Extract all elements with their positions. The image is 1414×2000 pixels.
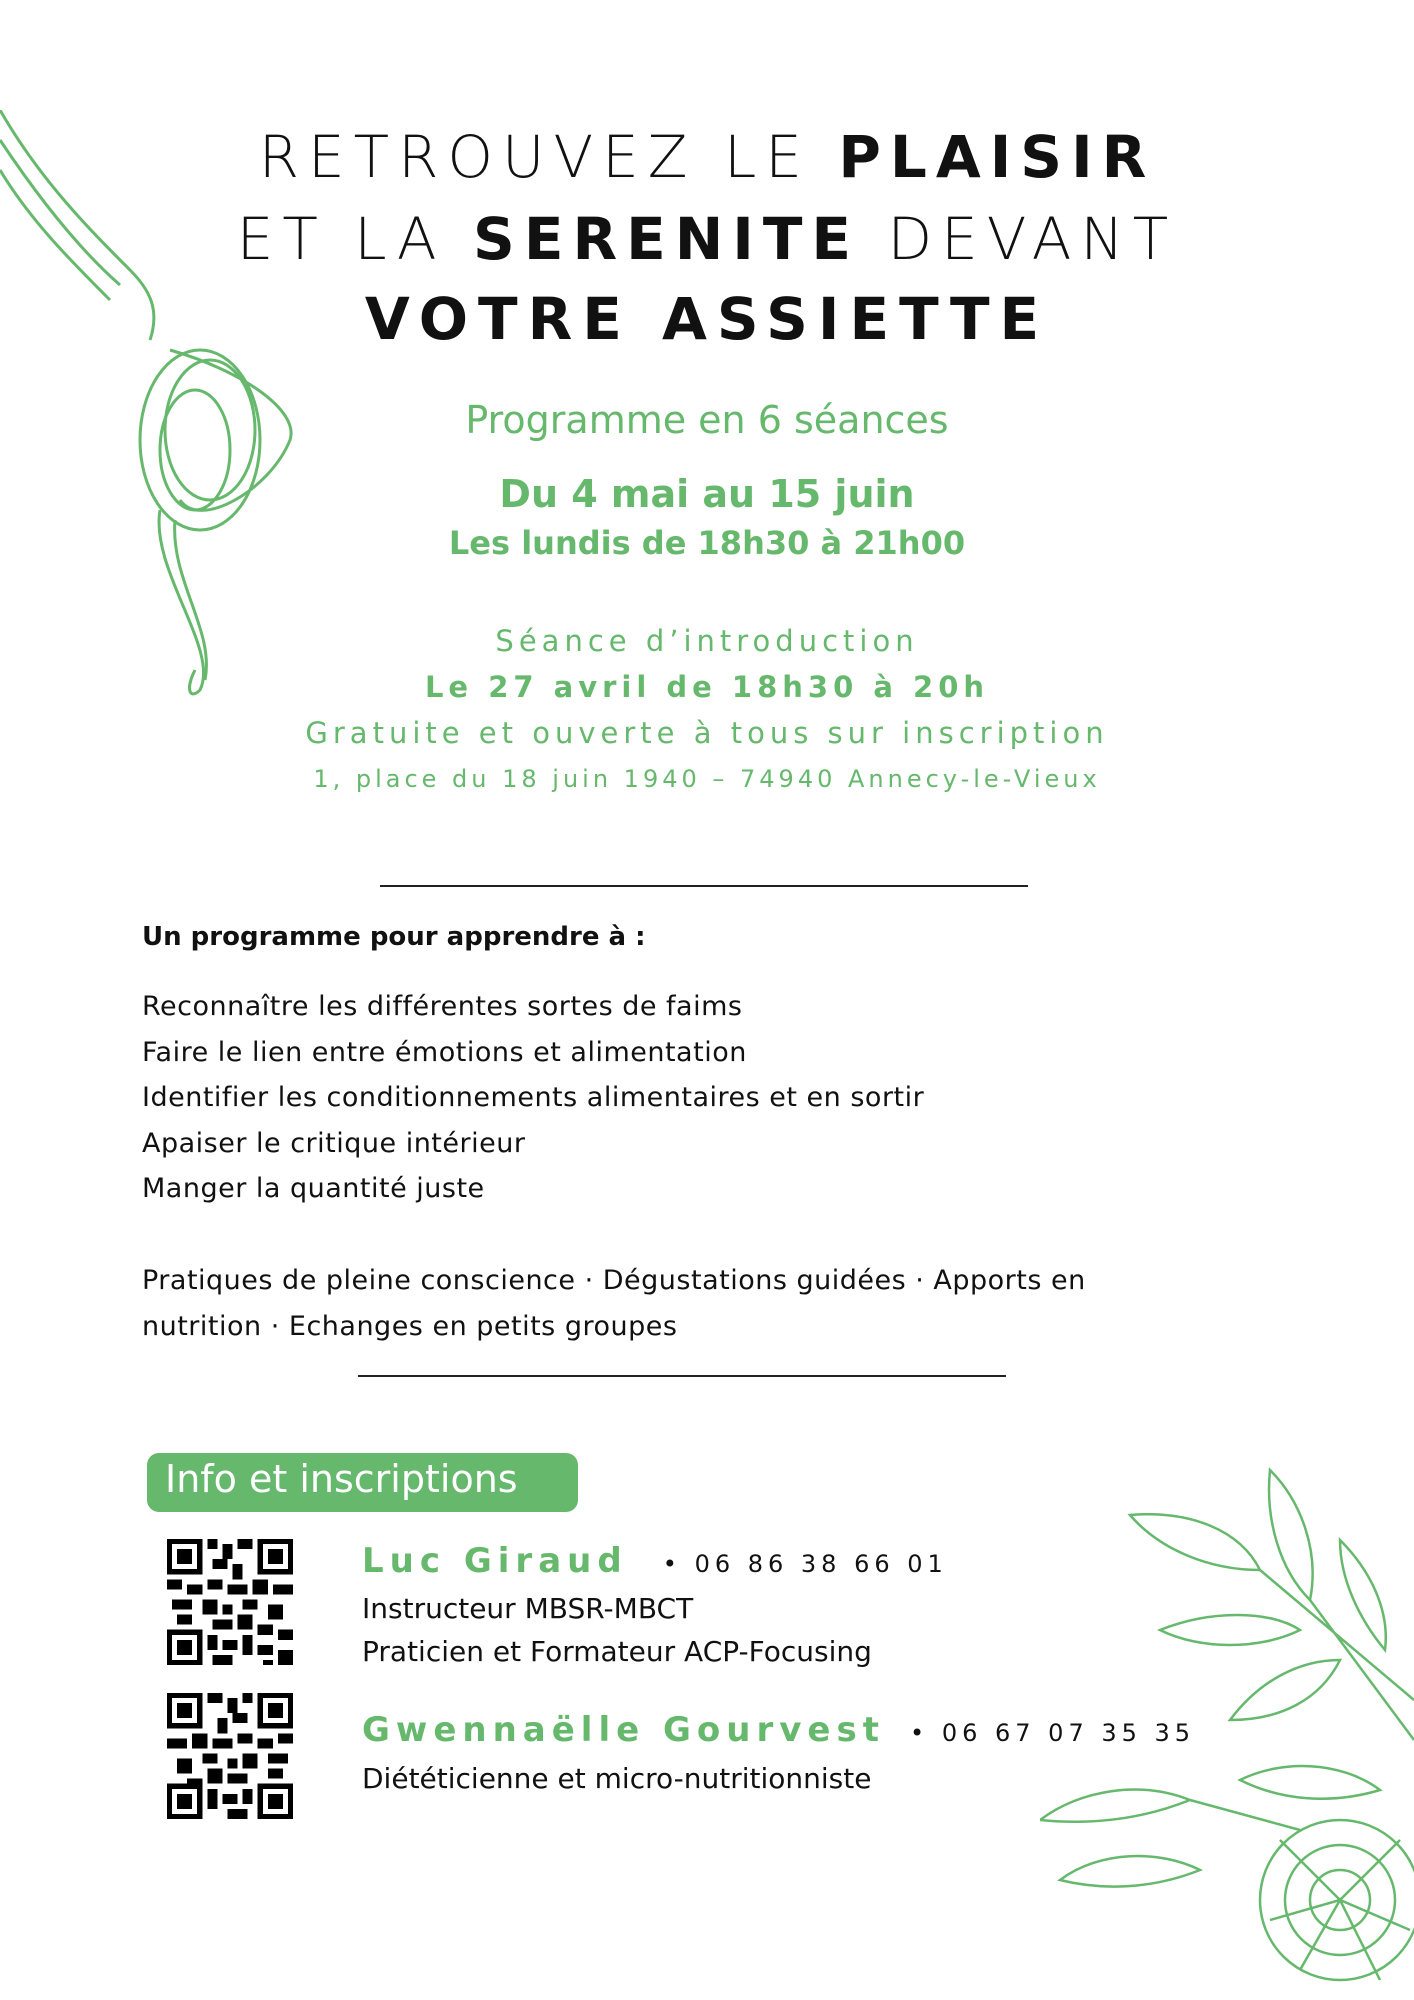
practices-line: Pratiques de pleine conscience · Dégustations guidées · Apports en (142, 1265, 1086, 1296)
contact-role: Instructeur MBSR-MBCT (362, 1592, 694, 1625)
list-item: Identifier les conditionnements alimentaires et en sortir (142, 1082, 925, 1113)
contact-role: Praticien et Formateur ACP-Focusing (362, 1635, 872, 1668)
list-item: Manger la quantité juste (142, 1173, 485, 1204)
headline-line-3: VOTRE ASSIETTE (364, 285, 1050, 353)
contact-name: Luc Giraud (362, 1541, 628, 1581)
divider (358, 1375, 1006, 1377)
programme-sessions: Programme en 6 séances (465, 398, 949, 442)
intro-date: Le 27 avril de 18h30 à 20h (424, 670, 990, 704)
headline-line-2: ET LA SERENITE DEVANT (236, 205, 1178, 273)
practices (142, 1258, 1086, 1349)
learn-list (142, 984, 924, 1212)
intro-free: Gratuite et ouverte à tous sur inscription (305, 716, 1109, 750)
contact-phone[interactable]: • 06 86 38 66 01 (662, 1550, 948, 1578)
info-badge: Info et inscriptions (147, 1453, 578, 1512)
intro-address: 1, place du 18 juin 1940 – 74940 Annecy-le-Vieux (313, 765, 1101, 793)
list-item: Faire le lien entre émotions et alimentation (142, 1036, 747, 1068)
programme-schedule: Les lundis de 18h30 à 21h00 (448, 524, 966, 562)
qr-code-icon[interactable] (167, 1539, 293, 1665)
contact-phone[interactable]: • 06 67 07 35 35 (910, 1719, 1196, 1747)
programme-dates: Du 4 mai au 15 juin (499, 472, 915, 516)
qr-code-icon[interactable] (167, 1693, 293, 1819)
contact-name: Gwennaëlle Gourvest (362, 1710, 885, 1750)
divider (380, 885, 1028, 887)
headline-line-1: RETROUVEZ LE PLAISIR (258, 123, 1156, 191)
contact-role: Diététicienne et micro-nutritionniste (362, 1762, 872, 1795)
list-item: Reconnaître les différentes sortes de faims (142, 991, 743, 1022)
contact-luc (362, 1541, 948, 1581)
contact-gwennaelle (362, 1710, 1195, 1750)
intro-title: Séance d’introduction (495, 624, 919, 658)
list-item: Apaiser le critique intérieur (142, 1127, 526, 1159)
learn-heading: Un programme pour apprendre à : (142, 922, 646, 952)
practices-line: nutrition · Echanges en petits groupes (142, 1310, 678, 1342)
